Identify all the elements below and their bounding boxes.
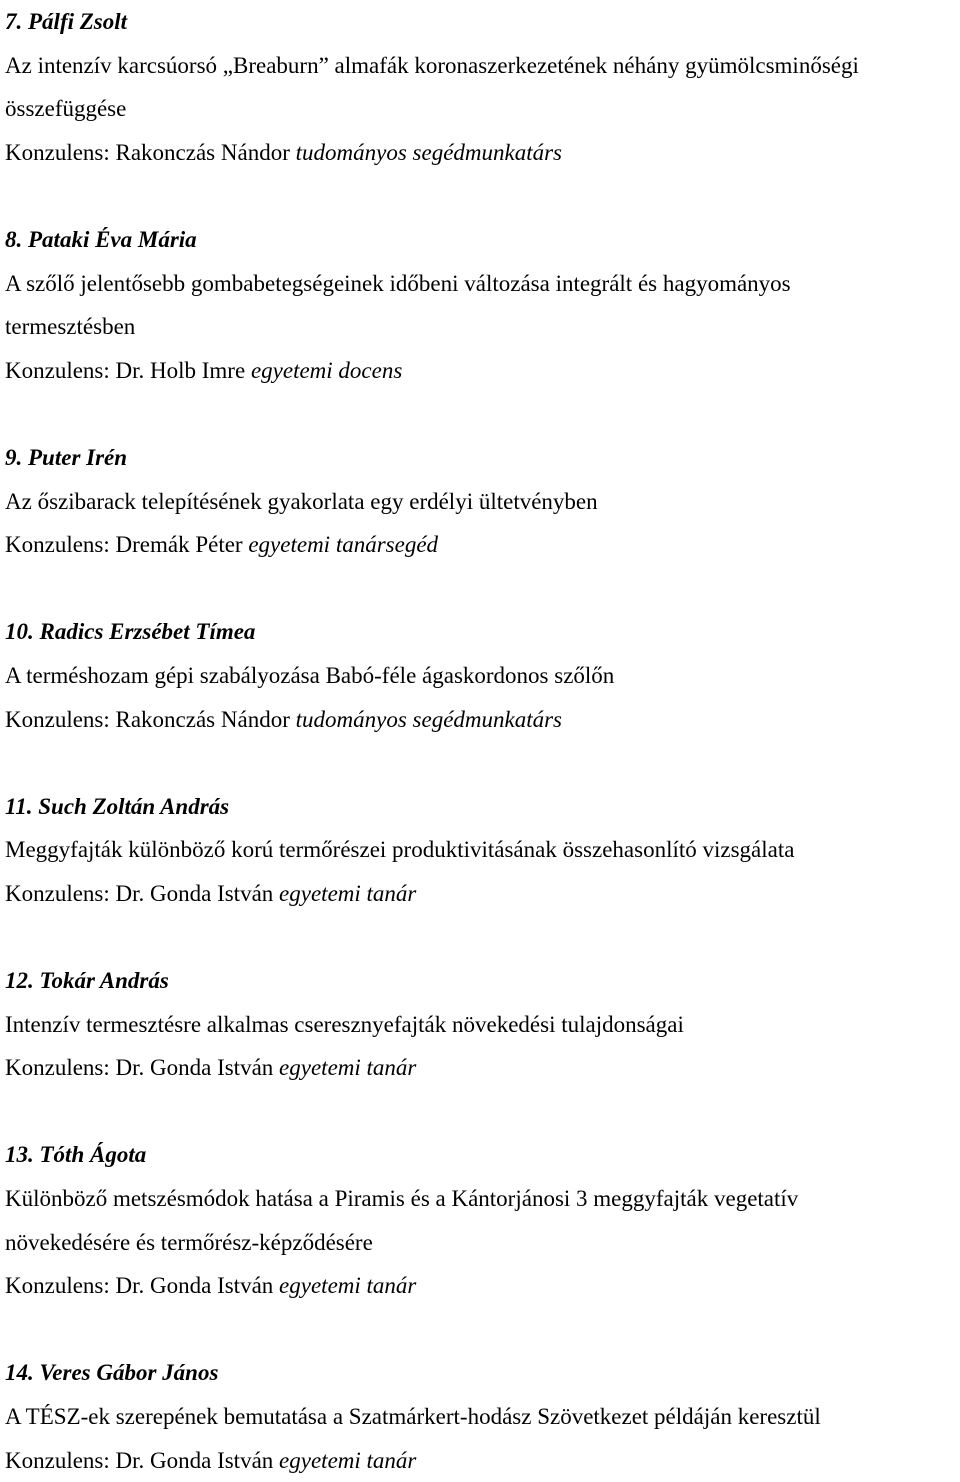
entry-title-line: Különböző metszésmódok hatása a Piramis és a Kántorjánosi 3 meggyfajták vegetatív (5, 1186, 799, 1212)
entry-title-line: összefüggése (5, 96, 127, 122)
entry-spacer (5, 174, 960, 218)
entry-title-line: Az intenzív karcsúorsó „Breaburn” almafák koronaszerkezetének néhány gyümölcsminőségi (5, 52, 859, 78)
entry-spacer (5, 392, 960, 436)
entry-spacer (5, 741, 960, 785)
consultant-role: tudományos segédmunkatárs (295, 139, 563, 165)
entry-spacer (5, 915, 960, 959)
entry-title-line: Intenzív termesztésre alkalmas cseresznyefajták növekedési tulajdonságai (5, 1011, 684, 1037)
consultant-name: Konzulens: Rakonczás Nándor (5, 139, 296, 165)
entry-heading: 14. Veres Gábor János (5, 1360, 219, 1386)
thesis-entry (5, 218, 960, 436)
entry-heading: 12. Tokár András (5, 968, 169, 994)
consultant-name: Konzulens: Dremák Péter (5, 532, 249, 558)
entry-consultant (5, 523, 960, 567)
entry-title-line: termesztésben (5, 314, 136, 340)
thesis-entry (5, 610, 960, 784)
entry-spacer (5, 1090, 960, 1134)
entry-heading: 13. Tóth Ágota (5, 1142, 147, 1168)
entry-heading: 9. Puter Irén (5, 444, 128, 470)
entry-consultant (5, 131, 960, 175)
entry-consultant (5, 1439, 960, 1482)
consultant-name: Konzulens: Dr. Holb Imre (5, 357, 251, 383)
entry-heading: 7. Pálfi Zsolt (5, 9, 128, 34)
entry-spacer (5, 1308, 960, 1352)
entry-title-line: Az őszibarack telepítésének gyakorlata egy erdélyi ültetvényben (5, 488, 598, 514)
consultant-name: Konzulens: Dr. Gonda István (5, 1055, 280, 1081)
thesis-entry (5, 436, 960, 610)
entry-consultant (5, 349, 960, 393)
entry-title-line: növekedésére és termőrész-képződésére (5, 1229, 373, 1255)
consultant-role: egyetemi tanár (279, 1273, 417, 1299)
thesis-entry (5, 785, 960, 959)
entry-title-line: A szőlő jelentősebb gombabetegségeinek időbeni változása integrált és hagyományos (5, 270, 791, 296)
consultant-role: egyetemi tanársegéd (248, 532, 439, 558)
consultant-role: egyetemi tanár (279, 1055, 417, 1081)
consultant-role: egyetemi tanár (279, 1447, 417, 1473)
thesis-entry (5, 1133, 960, 1351)
entry-heading: 8. Pataki Éva Mária (5, 226, 197, 252)
thesis-entry (5, 959, 960, 1133)
entry-consultant (5, 872, 960, 916)
consultant-name: Konzulens: Dr. Gonda István (5, 1273, 280, 1299)
entry-title-line: A TÉSZ-ek szerepének bemutatása a Szatmárkert-hodász Szövetkezet példáján keresztül (5, 1404, 821, 1429)
entry-consultant (5, 1264, 960, 1308)
entry-heading: 11. Such Zoltán András (5, 793, 230, 819)
consultant-name: Konzulens: Dr. Gonda István (5, 880, 280, 906)
entry-title-line: Meggyfajták különböző korú termőrészei produktivitásának összehasonlító vizsgálata (5, 837, 795, 863)
thesis-entry (5, 0, 960, 218)
consultant-name: Konzulens: Dr. Gonda István (5, 1447, 280, 1473)
entry-consultant (5, 1046, 960, 1090)
consultant-role: egyetemi tanár (279, 880, 417, 906)
consultant-role: tudományos segédmunkatárs (295, 706, 563, 732)
entry-heading: 10. Radics Erzsébet Tímea (5, 619, 256, 645)
consultant-name: Konzulens: Rakonczás Nándor (5, 706, 296, 732)
entry-title-line: A terméshozam gépi szabályozása Babó-féle ágaskordonos szőlőn (5, 662, 615, 688)
consultant-role: egyetemi docens (250, 357, 403, 383)
entry-consultant (5, 698, 960, 742)
entry-spacer (5, 567, 960, 611)
thesis-entry (5, 1351, 960, 1482)
